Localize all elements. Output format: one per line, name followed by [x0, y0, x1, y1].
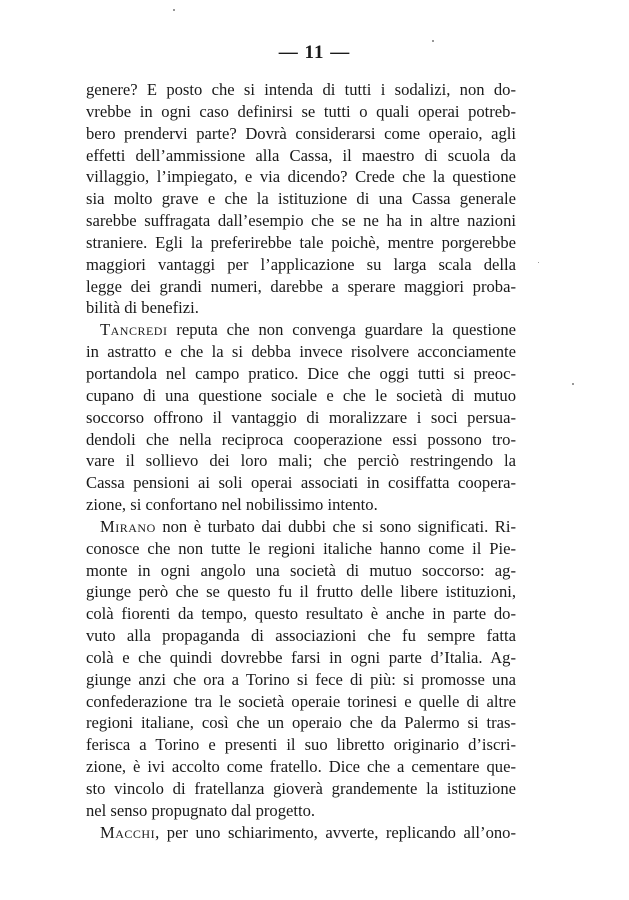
text-line: sia molto grave e che la istituzione di una Cassa generale	[86, 189, 516, 209]
text-line: villaggio, l’impiegato, e via dicendo? Crede che la questione	[86, 167, 516, 187]
text-line	[86, 319, 516, 341]
text-line	[86, 516, 516, 538]
text-fragment: , per uno schiarimento, avverte, replicando all’ono-	[155, 822, 516, 842]
text-line: monte in ogni angolo una società di mutuo soccorso: ag-	[86, 560, 516, 580]
text-line: confederazione tra le società operaie torinesi e quelle di altre	[86, 691, 516, 711]
text-fragment: non è turbato dai dubbi che si sono significati. Ri-	[155, 516, 516, 536]
text-line: vrebbe in ogni caso definirsi se tutti o quali operai potreb-	[86, 101, 516, 121]
text-line: portandola nel campo pratico. Dice che oggi tutti si preoc-	[86, 363, 516, 383]
paragraph-2	[86, 319, 516, 516]
paragraph-1	[86, 79, 516, 319]
text-line: zione, è ivi accolto come fratello. Dice che a cementare que-	[86, 757, 516, 777]
text-line: genere? E posto che si intenda di tutti i sodalizi, non do-	[86, 80, 516, 99]
text-line: colà e che quindi dovrebbe farsi in ogni parte d’Italia. Ag-	[86, 647, 516, 667]
text-line: colà fiorenti da tempo, questo resultato è anche in parte do-	[86, 604, 516, 624]
speaker-name: Macchi	[100, 822, 156, 842]
text-line: dendoli che nella reciproca cooperazione essi possono tro-	[86, 429, 516, 449]
text-line: bero prendervi parte? Dovrà considerarsi come operaio, agli	[86, 123, 516, 143]
scan-speck	[173, 9, 175, 11]
speaker-name: Mirano	[100, 516, 156, 536]
text-line: vuto alla propaganda di associazioni che fu sempre fatta	[86, 626, 516, 646]
body-text	[86, 79, 516, 844]
paragraph-4	[86, 822, 516, 844]
text-line: conosce che non tutte le regioni italiche hanno come il Pie-	[86, 538, 516, 558]
text-line: sarebbe suffragata dall’esempio che se ne ha in altre nazioni	[86, 211, 516, 231]
text-line: legge dei grandi numeri, darebbe a sperare maggiori proba-	[86, 276, 516, 296]
text-line: giunge però che se questo fu il frutto delle libere istituzioni,	[86, 582, 516, 602]
text-line: nel senso propugnato dal progetto.	[86, 800, 316, 820]
text-line	[86, 822, 516, 844]
paragraph-3	[86, 516, 516, 822]
text-line: regioni italiane, così che un operaio che da Palermo si tras-	[86, 713, 516, 733]
text-fragment: reputa che non convenga guardare la questione	[167, 320, 516, 340]
page-number: — 11 —	[278, 42, 351, 63]
text-line: ferisca a Torino e presenti il suo libretto originario d’iscri-	[86, 735, 516, 755]
text-line: bilità di benefizi.	[86, 298, 199, 318]
text-line: soccorso offrono il vantaggio di moralizzare i soci persua-	[86, 407, 516, 427]
text-line: sto vincolo di fratellanza gioverà grandemente la istituzione	[86, 779, 516, 798]
text-line: in astratto e che la si debba invece risolvere acconciamente	[86, 342, 516, 362]
speaker-name: Tancredi	[100, 320, 168, 340]
scan-speck	[538, 262, 539, 263]
text-line: effetti dell’ammissione alla Cassa, il maestro di scuola da	[86, 145, 516, 165]
text-line: cupano di una questione sociale e che le società di mutuo	[86, 385, 516, 405]
text-line: zione, si confortano nel nobilissimo intento.	[86, 495, 378, 515]
text-line: maggiori vantaggi per l’applicazione su larga scala della	[86, 254, 516, 274]
text-line: straniere. Egli la preferirebbe tale poichè, mentre porgerebbe	[86, 232, 516, 252]
text-line: vare il sollievo dei loro mali; che perciò restringendo la	[86, 451, 516, 471]
text-line: Cassa pensioni ai soli operai associati in cosiffatta coopera-	[86, 473, 516, 493]
scan-speck	[572, 383, 574, 385]
text-line: giunge anzi che ora a Torino si fece di più: si promosse una	[86, 669, 516, 689]
